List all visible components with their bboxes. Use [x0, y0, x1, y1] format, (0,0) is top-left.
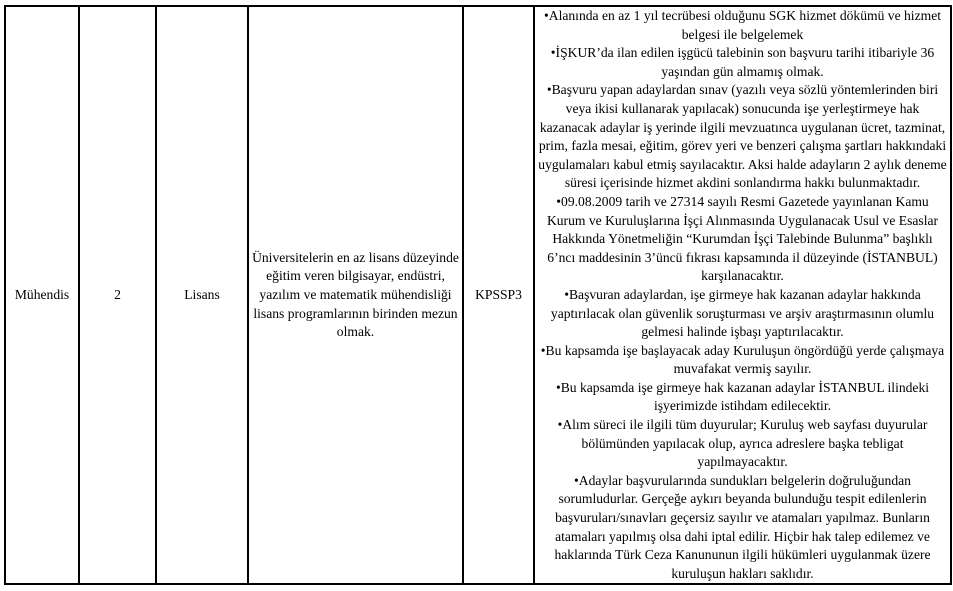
cell-requirements [534, 6, 951, 584]
cell-education-level: Lisans [156, 6, 248, 584]
requirement-item: •Alım süreci ile ilgili tüm duyurular; Kuruluş web sayfası duyurular bölümünden yapılacak olup, ayrıca adreslere başka tebligat yapılmayacaktır. [557, 417, 928, 470]
table-row [5, 6, 951, 584]
job-posting-table [4, 5, 952, 585]
cell-education-requirement: Üniversitelerin en az lisans düzeyinde eğitim veren bilgisayar, endüstri, yazılım ve matematik mühendisliği lisans programlarının birinden mezun olmak. [248, 6, 463, 584]
cell-exam-score-type: KPSSP3 [463, 6, 534, 584]
requirements-list [538, 7, 947, 583]
requirement-item: •Başvuran adaylardan, işe girmeye hak kazanan adaylar hakkında yaptırılacak olan güvenlik soruşturması ve arşiv araştırmasının olumlu gelmesi halinde işbaşı yaptırılacaktır. [550, 286, 935, 340]
requirement-item: •Adaylar başvurularında sundukları belgelerin doğruluğundan sorumludurlar. Gerçeğe aykırı beyanda bulunduğu tespit edilenlerin başvuruları/sınavları geçersiz sayılır ve atamaları yapılmaz. Bunların atamaları yapılmış olsa dahi iptal edilir. Hiçbir hak talep edilemez ve haklarında Türk Ceza Kanununun ilgili hükümleri uygulanmak üzere kuruluşun hakları saklıdır. [554, 472, 931, 581]
requirement-item: •İŞKUR’da ilan edilen işgücü talebinin son başvuru tarihi itibariyle 36 yaşından gün almamış olmak. [550, 45, 935, 79]
requirement-item: •Bu kapsamda işe girmeye hak kazanan adaylar İSTANBUL ilindeki işyerimizde istihdam edilecektir. [555, 379, 930, 414]
requirement-item: •Başvuru yapan adaylardan sınav (yazılı veya sözlü yöntemlerinden biri veya ikisi kullanarak yapılacak) sonucunda işe yerleştirmeye hak kazanacak adaylar iş yerinde ilgili mevzuatınca uygulanan ücret, tazminat, prim, fazla mesai, eğitim, görev yeri ve benzeri çalışma şartları hakkındaki uygulamaları kabul etmiş sayılacaktır. Aksi halde adayların 2 aylık deneme süresi içerisinde hizmet akdini sonlandırma hakkı bulunmaktadır. [538, 82, 947, 191]
cell-position-title: Mühendis [5, 6, 79, 584]
requirement-item: •09.08.2009 tarih ve 27314 sayılı Resmi Gazetede yayınlanan Kamu Kurum ve Kuruluşlarına İşçi Alınmasında Uygulanacak Usul ve Esaslar Hakkında Yönetmeliğin “Kurumdan İşçi Talebinde Bulunma” başlıklı 6’ncı maddesinin 3’üncü fıkrası kapsamında il düzeyinde (İSTANBUL) karşılanacaktır. [546, 193, 939, 284]
requirement-item: •Bu kapsamda işe başlayacak aday Kuruluşun öngördüğü yerde çalışmaya muvafakat vermiş sayılır. [540, 342, 945, 377]
cell-quota: 2 [79, 6, 156, 584]
requirement-item: •Alanında en az 1 yıl tecrübesi olduğunu SGK hizmet dökümü ve hizmet belgesi ile belgelemek [544, 8, 941, 42]
